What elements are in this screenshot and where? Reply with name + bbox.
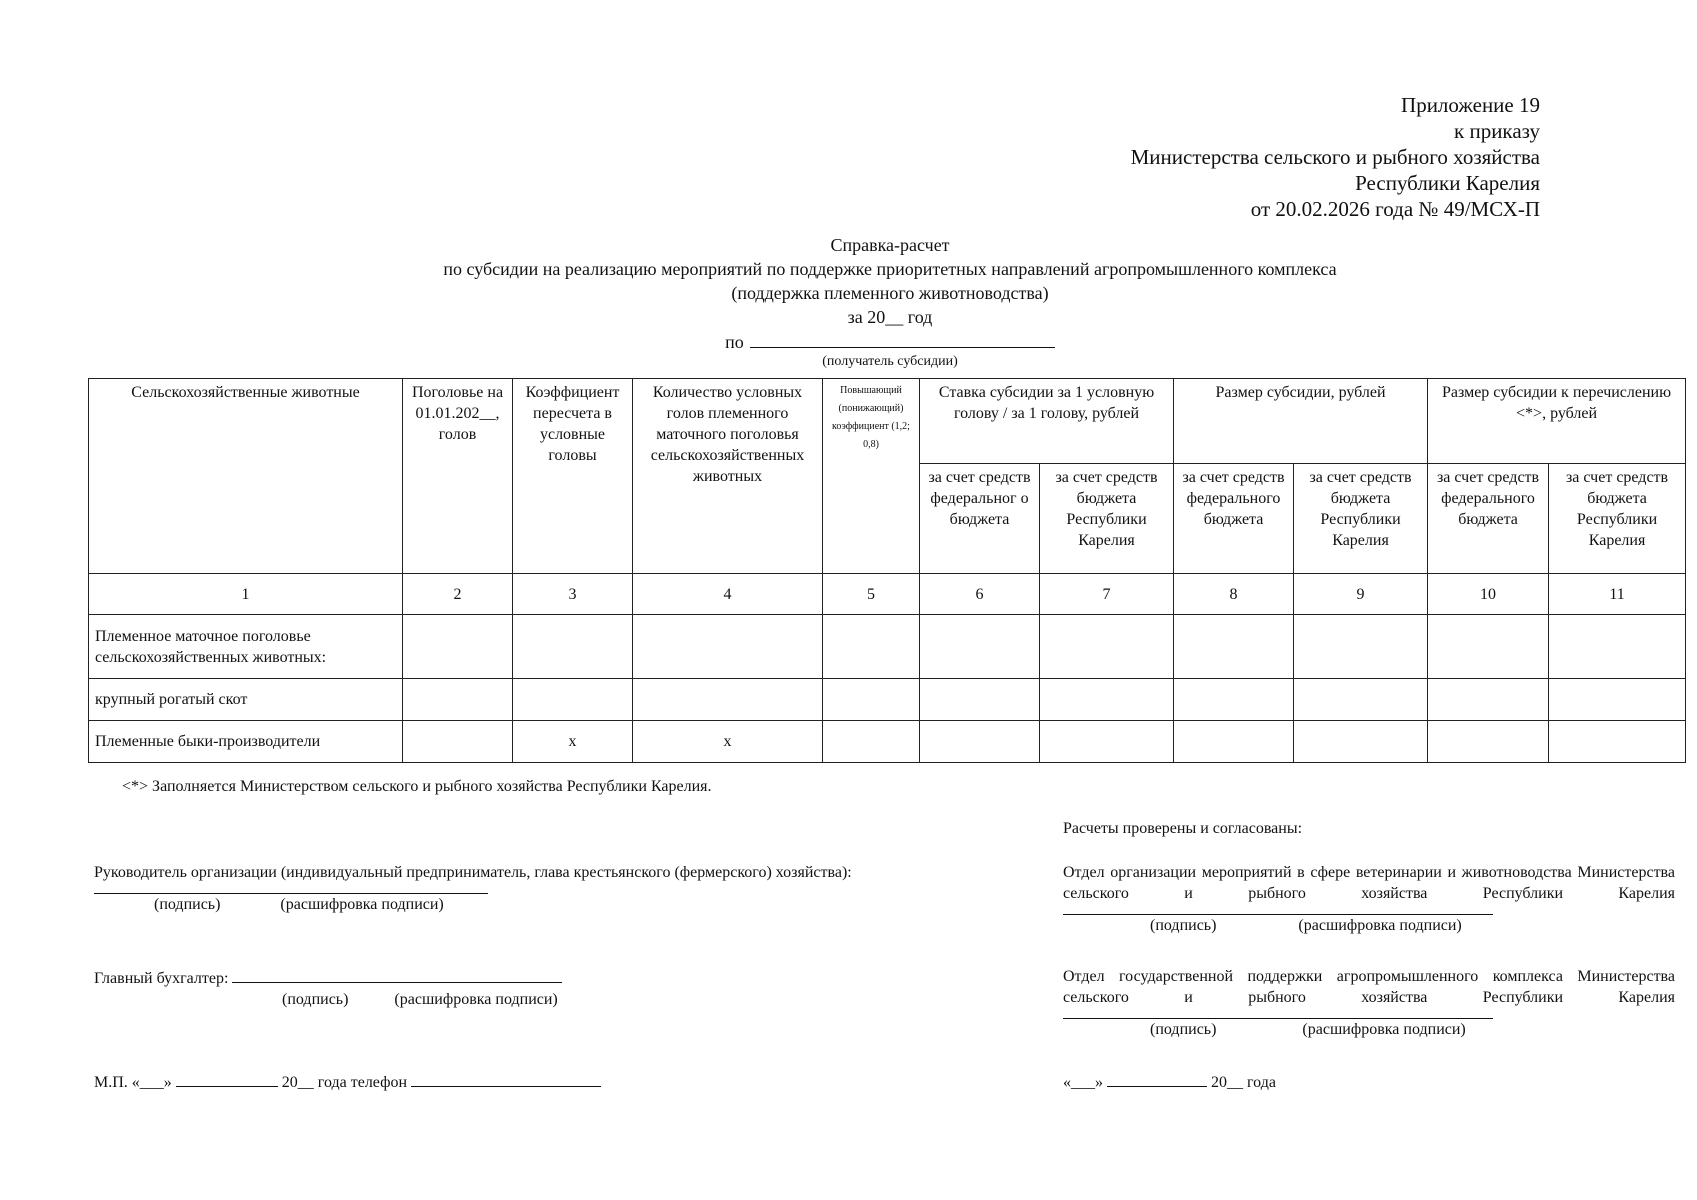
recipient-row: [0, 329, 1697, 354]
podpis-caption: (подпись): [154, 896, 221, 913]
rasshifrovka-caption: (расшифровка подписи): [280, 896, 444, 913]
table-cell[interactable]: [920, 679, 1040, 721]
table-cell[interactable]: [633, 679, 823, 721]
table-cell[interactable]: [823, 679, 920, 721]
table-row: [89, 679, 1686, 721]
accountant-signature-line[interactable]: [232, 966, 562, 983]
rasshifrovka-caption: (расшифровка подписи): [394, 991, 558, 1008]
table-cell[interactable]: [1549, 721, 1686, 763]
header-col-11: за счет средств бюджета Республики Карелия: [1549, 464, 1686, 574]
recipient-prefix: по: [725, 332, 744, 352]
dept2-signature-block: [1063, 966, 1675, 1040]
column-numbers-row: [89, 574, 1686, 615]
accountant-label: Главный бухгалтер:: [94, 970, 229, 987]
head-signature-block: [94, 862, 994, 915]
table-cell[interactable]: [403, 721, 513, 763]
header-conversion-coef: Коэффициент пересчета в условные головы: [513, 379, 633, 574]
table-cell[interactable]: [513, 679, 633, 721]
header-group-transfer: Размер субсидии к перечислению <*>, рублей: [1428, 379, 1686, 464]
approval-date-row: [1063, 1070, 1276, 1093]
appendix-order-ref: к приказу: [1454, 119, 1540, 143]
table-cell[interactable]: х: [633, 721, 823, 763]
head-label: Руководитель организации (индивидуальный предприниматель, глава крестьянского (фермерского) хозяйства):: [94, 864, 852, 881]
table-cell[interactable]: х: [513, 721, 633, 763]
appendix-number: Приложение 19: [1401, 93, 1540, 117]
table-cell[interactable]: [1040, 679, 1174, 721]
header-adjust-coef: Повышающий (понижающий) коэффициент (1,2; 0,8): [823, 379, 920, 574]
table-cell[interactable]: [1040, 615, 1174, 679]
header-col-10: за счет средств федерального бюджета: [1428, 464, 1549, 574]
appendix-republic: Республики Карелия: [1355, 171, 1540, 195]
column-number: 1: [89, 574, 403, 615]
head-signature-captions: [94, 894, 994, 915]
approval-year: 20__ года: [1211, 1074, 1276, 1091]
dept2-label: Отдел государственной поддержки агропромышленного комплекса Министерства сельского и рыбного хозяйства Республики Карелия: [1063, 968, 1675, 1006]
table-cell[interactable]: [513, 615, 633, 679]
title-line-2: по субсидии на реализацию мероприятий по поддержке приоритетных направлений агропромышленного комплекса: [443, 259, 1337, 279]
dept2-signature-line[interactable]: [1063, 1008, 1493, 1019]
checked-label: Расчеты проверены и согласованы:: [1063, 820, 1303, 837]
footnote: <*> Заполняется Министерством сельского и рыбного хозяйства Республики Карелия.: [122, 778, 712, 795]
table-cell[interactable]: [1428, 615, 1549, 679]
title-line-1: Справка-расчет: [830, 235, 950, 255]
table-cell[interactable]: [920, 721, 1040, 763]
recipient-field[interactable]: [750, 329, 1055, 348]
header-conditional-heads: Количество условных голов племенного маточного поголовья сельскохозяйственных животных: [633, 379, 823, 574]
appendix-date-number: от 20.02.2026 года № 49/МСХ-П: [1250, 197, 1540, 221]
column-number: 8: [1174, 574, 1294, 615]
table-cell[interactable]: [1040, 721, 1174, 763]
table-cell[interactable]: [633, 615, 823, 679]
mp-year-phone: 20__ года телефон: [281, 1074, 408, 1091]
approval-date-prefix: «___»: [1063, 1074, 1103, 1091]
rasshifrovka-caption: (расшифровка подписи): [1302, 1021, 1466, 1038]
column-number: 4: [633, 574, 823, 615]
podpis-caption: (подпись): [1150, 1021, 1217, 1038]
column-number: 2: [403, 574, 513, 615]
table-cell[interactable]: [403, 615, 513, 679]
table-cell[interactable]: [1174, 615, 1294, 679]
title-period: за 20__ год: [847, 307, 933, 327]
column-number: 6: [920, 574, 1040, 615]
table-cell[interactable]: [1294, 679, 1428, 721]
table-cell[interactable]: [823, 721, 920, 763]
header-group-rate: Ставка субсидии за 1 условную голову / за 1 голову, рублей: [920, 379, 1174, 464]
recipient-caption: (получатель субсидии): [822, 354, 958, 369]
date-month-line[interactable]: [176, 1070, 278, 1087]
appendix-ministry: Министерства сельского и рыбного хозяйства: [1130, 145, 1540, 169]
table-cell[interactable]: [1174, 679, 1294, 721]
accountant-signature-block: [94, 966, 794, 1010]
header-col-9: за счет средств бюджета Республики Карелия: [1294, 464, 1428, 574]
podpis-caption: (подпись): [282, 991, 349, 1008]
phone-line[interactable]: [411, 1070, 601, 1087]
row-label: крупный рогатый скот: [89, 679, 403, 721]
column-number: 7: [1040, 574, 1174, 615]
table-cell[interactable]: [1428, 721, 1549, 763]
document-title: [0, 233, 1697, 370]
table-row: [89, 721, 1686, 763]
header-animals: Сельскохозяйственные животные: [89, 379, 403, 574]
table-cell[interactable]: [1549, 615, 1686, 679]
header-col-8: за счет средств федерального бюджета: [1174, 464, 1294, 574]
table-cell[interactable]: [1174, 721, 1294, 763]
column-number: 5: [823, 574, 920, 615]
dept1-signature-line[interactable]: [1063, 904, 1493, 915]
table-row: [89, 615, 1686, 679]
row-label: Племенное маточное поголовье сельскохозяйственных животных:: [89, 615, 403, 679]
table-cell[interactable]: [1294, 721, 1428, 763]
column-number: 10: [1428, 574, 1549, 615]
dept2-signature-captions: [1063, 1019, 1675, 1040]
header-col-7: за счет средств бюджета Республики Карелия: [1040, 464, 1174, 574]
dept1-signature-captions: [1063, 915, 1675, 936]
dept1-label: Отдел организации мероприятий в сфере ветеринарии и животноводства Министерства сельского и рыбного хозяйства Республики Карелия: [1063, 864, 1675, 902]
table-cell[interactable]: [403, 679, 513, 721]
column-number: 11: [1549, 574, 1686, 615]
header-livestock-count: Поголовье на 01.01.202__, голов: [403, 379, 513, 574]
table-cell[interactable]: [920, 615, 1040, 679]
table-cell[interactable]: [1549, 679, 1686, 721]
header-group-subsidy: Размер субсидии, рублей: [1174, 379, 1428, 464]
mp-date-prefix: М.П. «___»: [94, 1074, 172, 1091]
title-line-3: (поддержка племенного животноводства): [731, 283, 1049, 303]
approval-month-line[interactable]: [1107, 1070, 1207, 1087]
table-cell[interactable]: [1428, 679, 1549, 721]
table-cell[interactable]: [1294, 615, 1428, 679]
column-number: 3: [513, 574, 633, 615]
stamp-date-phone-row: [94, 1070, 601, 1093]
subsidy-calculation-table: [88, 378, 1686, 763]
appendix-header: [1131, 92, 1540, 222]
dept1-signature-block: [1063, 862, 1675, 936]
column-number: 9: [1294, 574, 1428, 615]
table-cell[interactable]: [823, 615, 920, 679]
rasshifrovka-caption: (расшифровка подписи): [1298, 917, 1462, 934]
head-signature-line[interactable]: [94, 883, 488, 894]
podpis-caption: (подпись): [1150, 917, 1217, 934]
accountant-signature-captions: [94, 989, 794, 1010]
header-col-6: за счет средств федеральног о бюджета: [920, 464, 1040, 574]
row-label: Племенные быки-производители: [89, 721, 403, 763]
